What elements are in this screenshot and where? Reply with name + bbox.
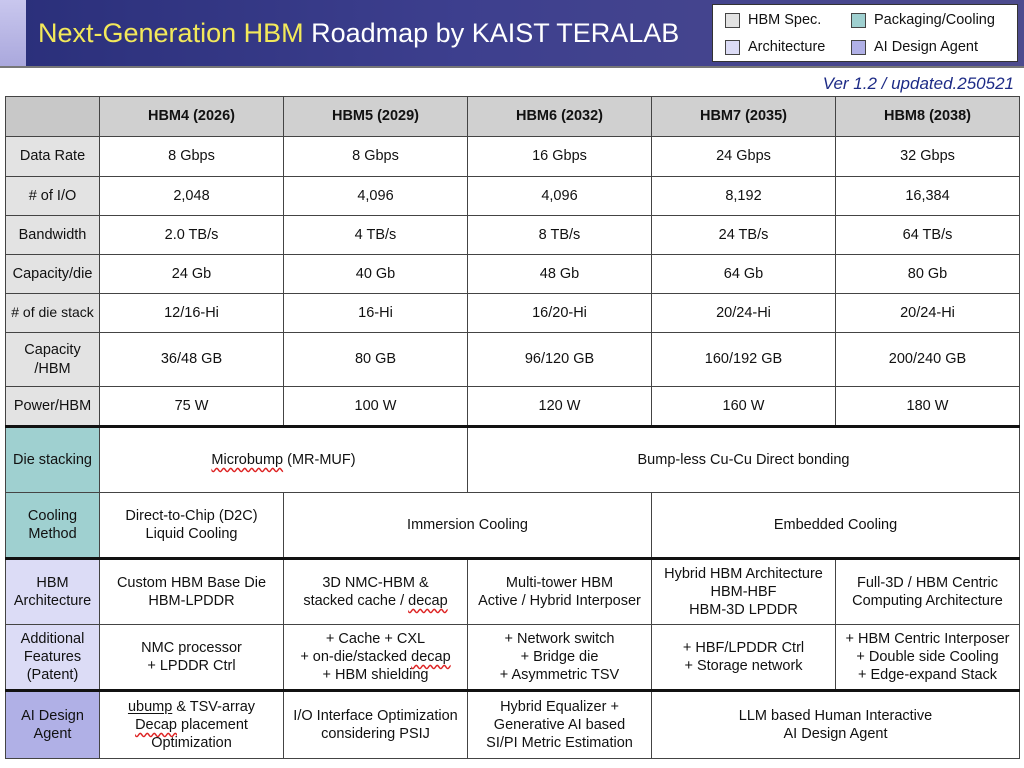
legend-swatch <box>725 13 740 28</box>
cell-line: Hybrid HBM Architecture <box>664 565 823 582</box>
cell-text: decap <box>411 648 451 665</box>
table-row-capacity-hbm <box>6 333 1020 387</box>
table-cell: 80 GB <box>284 333 468 387</box>
header-corner <box>6 97 100 137</box>
table-cell <box>284 559 468 625</box>
legend-label: Packaging/Cooling <box>874 12 995 28</box>
table-cell-cucu-bonding: Bump-less Cu-Cu Direct bonding <box>468 427 1020 493</box>
table-cell: 120 W <box>468 387 652 427</box>
table-cell: 64 TB/s <box>836 216 1020 255</box>
cell-line: + Storage network <box>684 658 803 674</box>
cell-line: I/O Interface Optimization <box>293 707 458 724</box>
row-label-line: (Patent) <box>26 667 79 684</box>
legend-swatch <box>725 40 740 55</box>
cell-line: Multi-tower HBM <box>505 574 614 591</box>
table-cell-llm-agent <box>652 691 1020 759</box>
table-row-cooling <box>6 493 1020 559</box>
table-cell-d2c <box>100 493 284 559</box>
cell-line: + Cache + CXL <box>325 630 426 647</box>
table-cell <box>836 625 1020 691</box>
table-cell: 20/24-Hi <box>652 294 836 333</box>
table-cell-immersion: Immersion Cooling <box>284 493 652 559</box>
cell-text: decap <box>408 593 448 609</box>
cell-line <box>286 648 465 666</box>
column-header-hbm8: HBM8 (2038) <box>836 97 1020 137</box>
table-cell: 40 Gb <box>284 255 468 294</box>
table-cell: 8,192 <box>652 177 836 216</box>
cell-text: placement <box>176 716 248 733</box>
table-row-data-rate <box>6 137 1020 177</box>
row-label: Power/HBM <box>6 387 100 427</box>
table-cell: 16/20-Hi <box>468 294 652 333</box>
table-row-io <box>6 177 1020 216</box>
table-cell <box>284 691 468 759</box>
cell-line: Computing Architecture <box>852 593 1003 609</box>
cell-line: + Network switch <box>504 630 615 647</box>
table-row-die-stack <box>6 294 1020 333</box>
table-cell: 160/192 GB <box>652 333 836 387</box>
row-label: Bandwidth <box>6 216 100 255</box>
cell-line: Direct-to-Chip (D2C) <box>125 507 258 524</box>
cell-line: Active / Hybrid Interposer <box>478 593 641 609</box>
cell-text: & TSV-array <box>172 698 256 715</box>
table-row-features <box>6 625 1020 691</box>
roadmap-table <box>5 96 1020 759</box>
row-label: Data Rate <box>6 137 100 177</box>
cell-line: HBM-LPDDR <box>148 593 235 609</box>
cell-line: + HBM Centric Interposer <box>845 630 1010 647</box>
table-header-row <box>6 97 1020 137</box>
cell-line: Full-3D / HBM Centric <box>857 574 998 591</box>
cell-text: Decap <box>135 716 177 733</box>
row-label-line: Capacity <box>24 342 81 359</box>
table-cell <box>652 559 836 625</box>
table-cell <box>100 559 284 625</box>
table-cell-microbump <box>100 427 468 493</box>
row-label: Capacity/die <box>6 255 100 294</box>
table-cell-embedded: Embedded Cooling <box>652 493 1020 559</box>
table-cell: 36/48 GB <box>100 333 284 387</box>
version-label: Ver 1.2 / updated.250521 <box>822 74 1014 93</box>
table-cell: 24 Gb <box>100 255 284 294</box>
cell-line: NMC processor <box>141 639 242 656</box>
cell-line: HBM-3D LPDDR <box>689 602 798 619</box>
table-row-bandwidth <box>6 216 1020 255</box>
row-label-line: AI Design <box>21 707 84 724</box>
header-accent-strip <box>0 0 26 68</box>
cell-line: considering PSIJ <box>321 726 430 742</box>
table-cell: 80 Gb <box>836 255 1020 294</box>
row-label: # of die stack <box>6 294 100 333</box>
table-cell: 4,096 <box>468 177 652 216</box>
table-cell: 2,048 <box>100 177 284 216</box>
row-label-line: Additional <box>20 630 85 647</box>
cell-line: LLM based Human Interactive <box>738 707 933 724</box>
header-divider <box>0 66 1024 68</box>
microbump-term: Microbump <box>211 451 284 468</box>
table-cell: 24 TB/s <box>652 216 836 255</box>
table-cell: 2.0 TB/s <box>100 216 284 255</box>
table-cell: 8 Gbps <box>284 137 468 177</box>
table-cell: 16-Hi <box>284 294 468 333</box>
table-cell: 16,384 <box>836 177 1020 216</box>
cell-text: stacked cache / <box>303 593 409 609</box>
column-header-hbm7: HBM7 (2035) <box>652 97 836 137</box>
table-cell: 20/24-Hi <box>836 294 1020 333</box>
cell-text: + on-die/stacked <box>300 648 412 665</box>
cell-line: + LPDDR Ctrl <box>147 658 236 674</box>
row-label <box>6 559 100 625</box>
row-label-line: HBM <box>36 574 69 591</box>
table-cell <box>468 559 652 625</box>
table-cell <box>100 691 284 759</box>
cell-line: SI/PI Metric Estimation <box>486 735 633 752</box>
table-cell: 96/120 GB <box>468 333 652 387</box>
table-cell: 8 Gbps <box>100 137 284 177</box>
table-row-architecture <box>6 559 1020 625</box>
page-title-highlight: Next-Generation HBM <box>38 18 304 48</box>
cell-line: Liquid Cooling <box>145 526 238 542</box>
cell-line: Custom HBM Base Die <box>116 574 267 591</box>
table-cell: 100 W <box>284 387 468 427</box>
row-label-line: Agent <box>33 726 72 742</box>
table-cell: 12/16-Hi <box>100 294 284 333</box>
legend-swatch <box>851 40 866 55</box>
table-cell: 75 W <box>100 387 284 427</box>
cell-line <box>102 716 281 734</box>
table-cell: 4,096 <box>284 177 468 216</box>
cell-line: Optimization <box>151 735 232 752</box>
table-cell: 180 W <box>836 387 1020 427</box>
table-cell: 48 Gb <box>468 255 652 294</box>
table-cell <box>284 625 468 691</box>
legend-item-ai-agent <box>851 39 978 55</box>
row-label <box>6 333 100 387</box>
row-label-line: Method <box>28 526 77 542</box>
table-cell: 24 Gbps <box>652 137 836 177</box>
legend-item-architecture <box>725 39 825 55</box>
table-cell <box>836 559 1020 625</box>
row-label <box>6 493 100 559</box>
legend-swatch <box>851 13 866 28</box>
cell-text: ubump <box>127 698 173 715</box>
cell-line: Generative AI based <box>493 716 626 733</box>
cell-line <box>286 592 465 610</box>
table-cell: 8 TB/s <box>468 216 652 255</box>
row-label: Die stacking <box>6 427 100 493</box>
column-header-hbm5: HBM5 (2029) <box>284 97 468 137</box>
cell-line: + HBF/LPDDR Ctrl <box>682 639 805 656</box>
table-cell: 4 TB/s <box>284 216 468 255</box>
table-cell: 32 Gbps <box>836 137 1020 177</box>
cell-line: + HBM shielding <box>322 667 429 684</box>
row-label-line: Features <box>23 648 82 665</box>
table-cell <box>468 625 652 691</box>
table-row-power <box>6 387 1020 427</box>
table-cell: 16 Gbps <box>468 137 652 177</box>
cell-line: 3D NMC-HBM & <box>322 574 429 591</box>
page-title <box>38 18 679 49</box>
legend-label: Architecture <box>748 39 826 55</box>
cell-line: + Asymmetric TSV <box>499 667 620 684</box>
cell-line: + Bridge die <box>520 648 599 665</box>
row-label-line: /HBM <box>34 360 71 377</box>
table-cell: 160 W <box>652 387 836 427</box>
table-row-die-stacking <box>6 427 1020 493</box>
row-label-line: Architecture <box>13 593 92 609</box>
legend <box>712 4 1018 62</box>
row-label <box>6 625 100 691</box>
cell-line: AI Design Agent <box>783 726 888 742</box>
table-cell: 200/240 GB <box>836 333 1020 387</box>
legend-item-hbm-spec <box>725 12 821 28</box>
table-row-ai-agent <box>6 691 1020 759</box>
table-cell <box>468 691 652 759</box>
legend-label: AI Design Agent <box>874 39 978 55</box>
table-row-capacity-die <box>6 255 1020 294</box>
table-cell <box>100 625 284 691</box>
legend-item-packaging <box>851 12 995 28</box>
row-label: # of I/O <box>6 177 100 216</box>
cell-line: + Edge-expand Stack <box>857 667 998 684</box>
row-label-line: Cooling <box>27 507 78 524</box>
microbump-detail: (MR-MUF) <box>283 451 356 468</box>
cell-line <box>102 698 281 716</box>
cell-line: HBM-HBF <box>710 583 777 600</box>
legend-label: HBM Spec. <box>748 12 822 28</box>
column-header-hbm4: HBM4 (2026) <box>100 97 284 137</box>
row-label <box>6 691 100 759</box>
table-cell <box>652 625 836 691</box>
cell-line: Hybrid Equalizer + <box>500 698 619 715</box>
cell-line: + Double side Cooling <box>856 648 999 665</box>
table-cell: 64 Gb <box>652 255 836 294</box>
column-header-hbm6: HBM6 (2032) <box>468 97 652 137</box>
page-title-rest: Roadmap by KAIST TERALAB <box>303 18 680 48</box>
